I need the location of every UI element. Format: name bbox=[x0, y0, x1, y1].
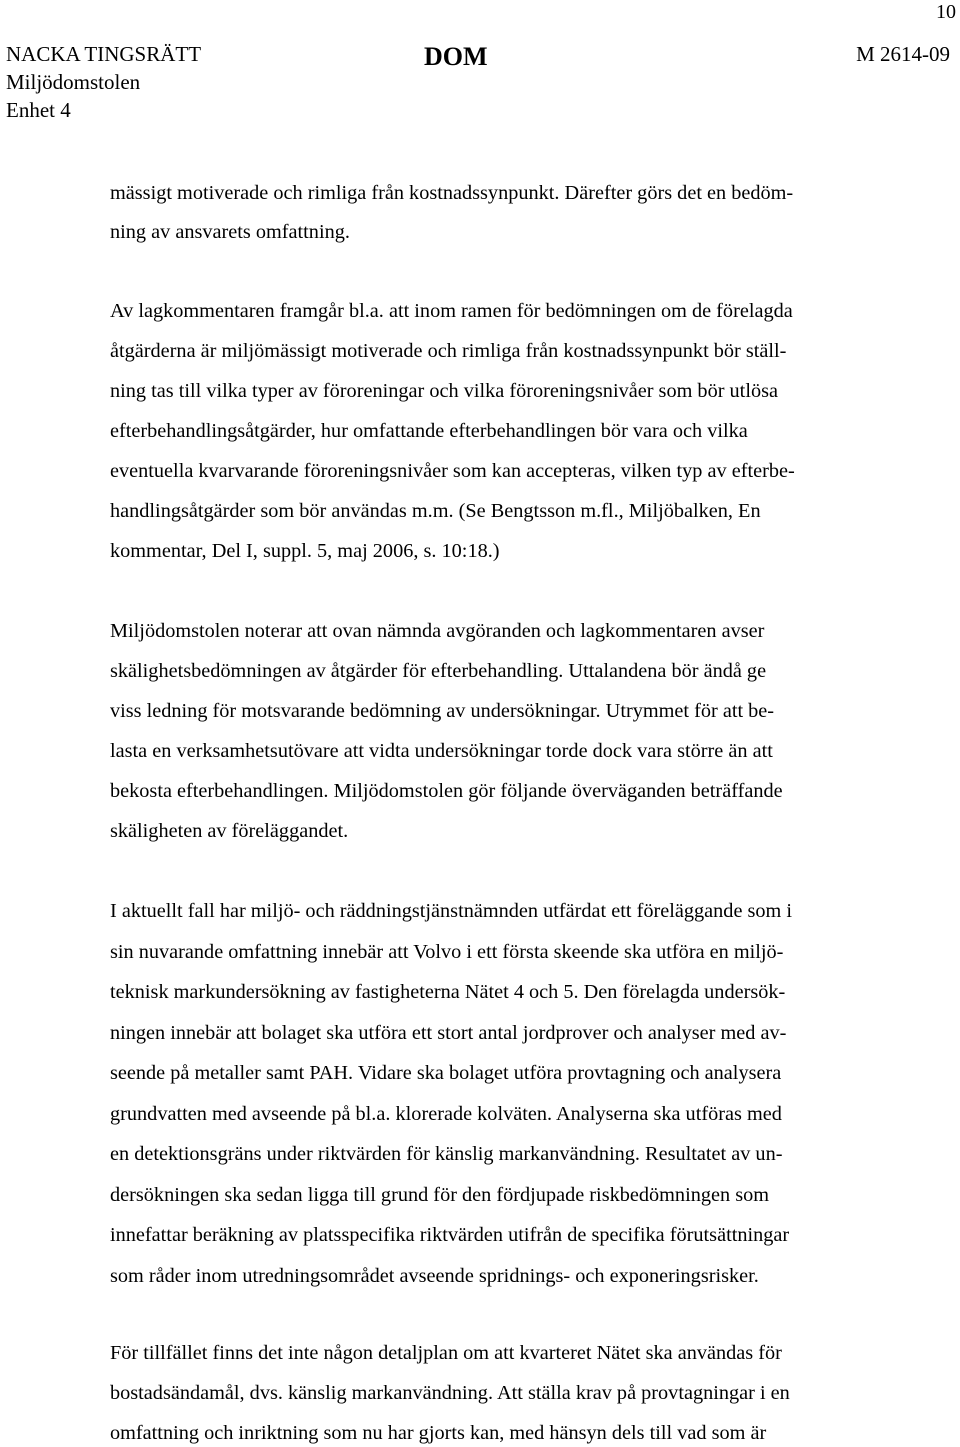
text-line: mässigt motiverade och rimliga från kostnadssynpunkt. Därefter görs det en bedöm- bbox=[110, 182, 794, 204]
text-line: ningen innebär att bolaget ska utföra ett stort antal jordprover och analyser med av- bbox=[110, 1021, 787, 1044]
text-line: kommentar, Del I, suppl. 5, maj 2006, s. 10:18.) bbox=[110, 540, 500, 562]
text-line: efterbehandlingsåtgärder, hur omfattande efterbehandlingen bör vara och vilka bbox=[110, 420, 748, 442]
text-line: åtgärderna är miljömässigt motiverade och rimliga från kostnadssynpunkt bör ställ- bbox=[110, 340, 787, 362]
text-line: en detektionsgräns under riktvärden för känslig markanvändning. Resultatet av un- bbox=[110, 1143, 783, 1165]
text-line: ning av ansvarets omfattning. bbox=[110, 221, 350, 243]
paragraph-1 bbox=[110, 174, 890, 252]
text-line: eventuella kvarvarande föroreningsnivåer som kan accepteras, vilken typ av efterbe- bbox=[110, 460, 795, 482]
text-line: skälighetsbedömningen av åtgärder för efterbehandling. Uttalandena bör ändå ge bbox=[110, 660, 767, 682]
text-line: seende på metaller samt PAH. Vidare ska bolaget utföra provtagning och analysera bbox=[110, 1062, 782, 1084]
paragraph-5 bbox=[110, 1333, 890, 1447]
text-line: handlingsåtgärder som bör användas m.m. (Se Bengtsson m.fl., Miljöbalken, En bbox=[110, 500, 761, 522]
document-type: DOM bbox=[424, 42, 488, 71]
text-line: som råder inom utredningsområdet avseende spridnings- och exponeringsrisker. bbox=[110, 1264, 759, 1287]
page-number: 10 bbox=[936, 1, 956, 23]
text-line: grundvatten med avseende på bl.a. klorerade kolväten. Analyserna ska utföras med bbox=[110, 1102, 782, 1125]
text-line: För tillfället finns det inte någon detaljplan om att kvarteret Nätet ska användas för bbox=[110, 1342, 782, 1364]
text-line: lasta en verksamhetsutövare att vidta undersökningar torde dock vara större än att bbox=[110, 740, 773, 762]
court-name: NACKA TINGSRÄTT bbox=[6, 42, 202, 66]
text-line: I aktuellt fall har miljö- och räddningstjänstnämnden utfärdat ett föreläggande som i bbox=[110, 900, 793, 922]
text-line: Av lagkommentaren framgår bl.a. att inom ramen för bedömningen om de förelagda bbox=[110, 300, 793, 322]
text-line: bostadsändamål, dvs. känslig markanvändning. Att ställa krav på provtagningar i en bbox=[110, 1382, 790, 1404]
court-department: Miljödomstolen bbox=[6, 70, 141, 94]
text-line: bekosta efterbehandlingen. Miljödomstolen gör följande överväganden beträffande bbox=[110, 780, 783, 802]
case-number: M 2614-09 bbox=[856, 42, 950, 66]
paragraph-4 bbox=[110, 891, 890, 1296]
court-unit: Enhet 4 bbox=[6, 98, 71, 122]
paragraph-3 bbox=[110, 611, 890, 851]
text-line: omfattning och inriktning som nu har gjorts kan, med hänsyn dels till vad som är bbox=[110, 1422, 767, 1444]
text-line: ning tas till vilka typer av föroreningar och vilka föroreningsnivåer som bör utlösa bbox=[110, 380, 778, 402]
text-line: Miljödomstolen noterar att ovan nämnda avgöranden och lagkommentaren avser bbox=[110, 620, 765, 642]
text-line: sin nuvarande omfattning innebär att Volvo i ett första skeende ska utföra en miljö- bbox=[110, 940, 784, 963]
text-line: viss ledning för motsvarande bedömning av undersökningar. Utrymmet för att be- bbox=[110, 700, 775, 722]
paragraph-2 bbox=[110, 291, 890, 571]
text-line: skäligheten av föreläggandet. bbox=[110, 820, 349, 842]
text-line: dersökningen ska sedan ligga till grund för den fördjupade riskbedömningen som bbox=[110, 1183, 770, 1206]
text-line: innefattar beräkning av platsspecifika riktvärden utifrån de specifika förutsättningar bbox=[110, 1224, 790, 1246]
text-line: teknisk markundersökning av fastigheterna Nätet 4 och 5. Den förelagda undersök- bbox=[110, 981, 786, 1003]
